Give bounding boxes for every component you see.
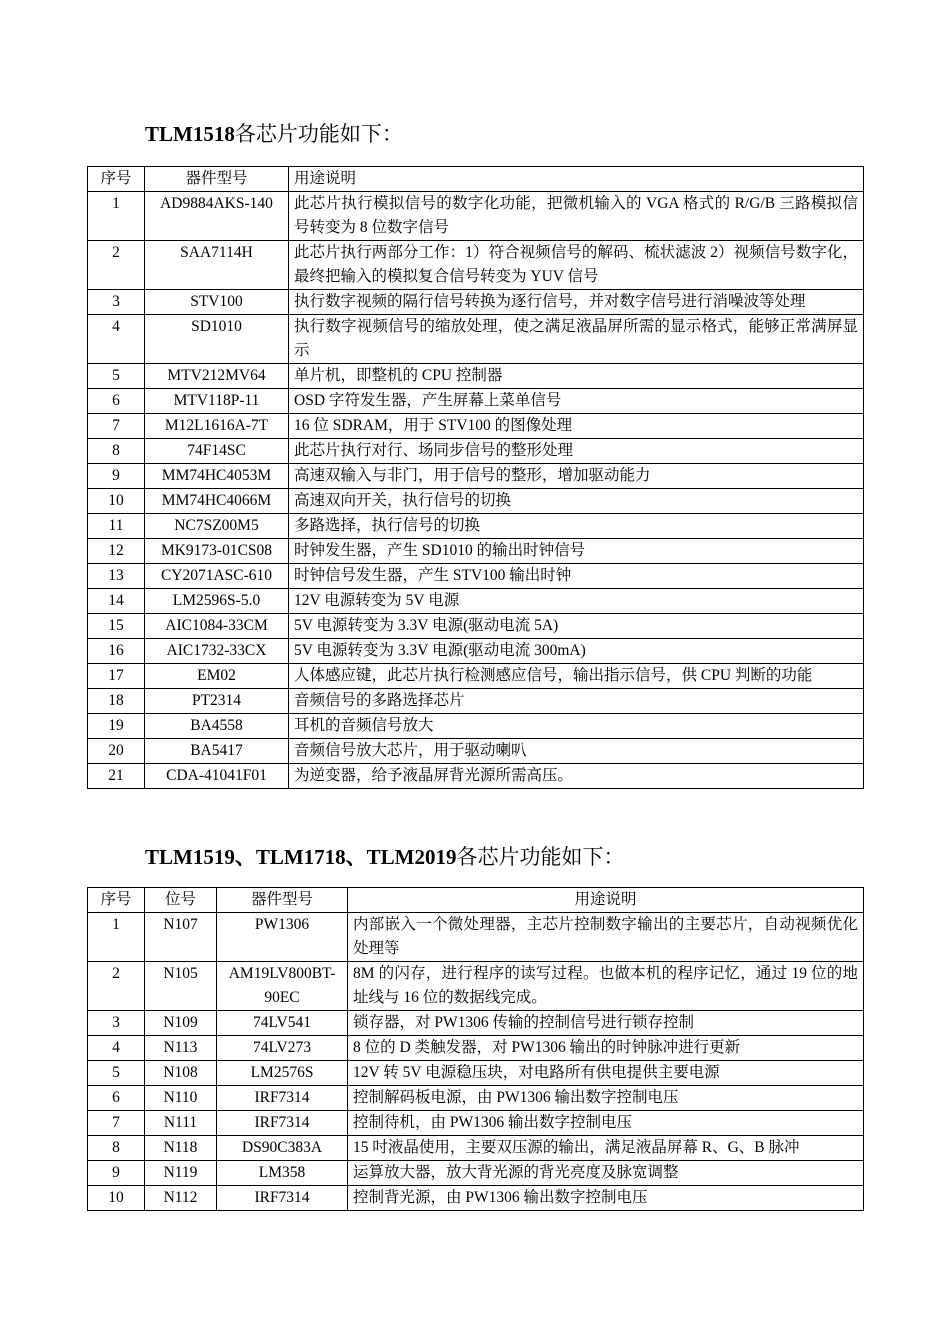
- cell-desc: 音频信号放大芯片，用于驱动喇叭: [289, 739, 864, 764]
- cell-desc: 时钟发生器，产生 SD1010 的输出时钟信号: [289, 539, 864, 564]
- section2-title-text: 各芯片功能如下：: [456, 845, 625, 869]
- cell-no: 5: [88, 1061, 145, 1086]
- cell-model: NC7SZ00M5: [145, 514, 289, 539]
- header-desc: 用途说明: [348, 888, 864, 913]
- cell-pos: N112: [145, 1186, 217, 1211]
- cell-no: 9: [88, 464, 145, 489]
- cell-model: IRF7314: [217, 1186, 348, 1211]
- cell-no: 9: [88, 1161, 145, 1186]
- cell-model: STV100: [145, 290, 289, 315]
- cell-no: 1: [88, 913, 145, 962]
- cell-model: IRF7314: [217, 1086, 348, 1111]
- cell-pos: N110: [145, 1086, 217, 1111]
- cell-desc: 8 位的 D 类触发器，对 PW1306 输出的时钟脉冲进行更新: [348, 1036, 864, 1061]
- cell-desc: 此芯片执行对行、场同步信号的整形处理: [289, 439, 864, 464]
- cell-model: PT2314: [145, 689, 289, 714]
- table-row: [88, 489, 864, 514]
- cell-desc: 此芯片执行模拟信号的数字化功能，把微机输入的 VGA 格式的 R/G/B 三路模拟信号转变为 8 位数字信号: [289, 192, 864, 241]
- header-pos: 位号: [145, 888, 217, 913]
- table-header-row: [88, 167, 864, 192]
- table-row: [88, 639, 864, 664]
- cell-desc: 5V 电源转变为 3.3V 电源(驱动电流 5A): [289, 614, 864, 639]
- cell-no: 5: [88, 364, 145, 389]
- section2-title-models: TLM1519、TLM1718、TLM2019: [145, 845, 457, 869]
- header-model: 器件型号: [217, 888, 348, 913]
- cell-desc: 人体感应键，此芯片执行检测感应信号，输出指示信号，供 CPU 判断的功能: [289, 664, 864, 689]
- cell-pos: N107: [145, 913, 217, 962]
- table-row: [88, 514, 864, 539]
- cell-desc: 执行数字视频信号的缩放处理，使之满足液晶屏所需的显示格式，能够正常满屏显示: [289, 315, 864, 364]
- cell-model: PW1306: [217, 913, 348, 962]
- cell-no: 12: [88, 539, 145, 564]
- cell-model: SD1010: [145, 315, 289, 364]
- cell-no: 6: [88, 389, 145, 414]
- section1-title-text: 各芯片功能如下：: [234, 122, 403, 146]
- cell-desc: 12V 电源转变为 5V 电源: [289, 589, 864, 614]
- cell-no: 7: [88, 1111, 145, 1136]
- table-row: [88, 1136, 864, 1161]
- cell-no: 3: [88, 290, 145, 315]
- table-row: [88, 962, 864, 1011]
- cell-desc: 控制待机，由 PW1306 输出数字控制电压: [348, 1111, 864, 1136]
- cell-no: 2: [88, 962, 145, 1011]
- cell-pos: N111: [145, 1111, 217, 1136]
- cell-no: 4: [88, 1036, 145, 1061]
- cell-no: 10: [88, 1186, 145, 1211]
- cell-desc: 高速双向开关，执行信号的切换: [289, 489, 864, 514]
- table-row: [88, 1011, 864, 1036]
- cell-no: 18: [88, 689, 145, 714]
- table-row: [88, 614, 864, 639]
- table-row: [88, 913, 864, 962]
- cell-pos: N105: [145, 962, 217, 1011]
- table-row: [88, 1061, 864, 1086]
- cell-no: 10: [88, 489, 145, 514]
- cell-model: MTV212MV64: [145, 364, 289, 389]
- cell-model: IRF7314: [217, 1111, 348, 1136]
- cell-desc: 16 位 SDRAM，用于 STV100 的图像处理: [289, 414, 864, 439]
- cell-model: AIC1732-33CX: [145, 639, 289, 664]
- table-row: [88, 739, 864, 764]
- cell-pos: N108: [145, 1061, 217, 1086]
- cell-desc: 控制解码板电源，由 PW1306 输出数字控制电压: [348, 1086, 864, 1111]
- cell-model: LM2576S: [217, 1061, 348, 1086]
- table-row: [88, 714, 864, 739]
- cell-model: MTV118P-11: [145, 389, 289, 414]
- section2-title: [145, 845, 625, 869]
- cell-model: BA4558: [145, 714, 289, 739]
- table-row: [88, 1111, 864, 1136]
- table-row: [88, 1086, 864, 1111]
- cell-desc: 锁存器，对 PW1306 传输的控制信号进行锁存控制: [348, 1011, 864, 1036]
- cell-pos: N113: [145, 1036, 217, 1061]
- cell-no: 8: [88, 1136, 145, 1161]
- table-row: [88, 1161, 864, 1186]
- table-row: [88, 1036, 864, 1061]
- table-row: [88, 464, 864, 489]
- cell-desc: 时钟信号发生器，产生 STV100 输出时钟: [289, 564, 864, 589]
- table-row: [88, 764, 864, 789]
- cell-model: AD9884AKS-140: [145, 192, 289, 241]
- cell-no: 15: [88, 614, 145, 639]
- header-model: 器件型号: [145, 167, 289, 192]
- cell-no: 6: [88, 1086, 145, 1111]
- table-row: [88, 589, 864, 614]
- section1-table-body: [88, 192, 864, 789]
- cell-no: 13: [88, 564, 145, 589]
- cell-no: 21: [88, 764, 145, 789]
- cell-desc: 耳机的音频信号放大: [289, 714, 864, 739]
- table-header-row: [88, 888, 864, 913]
- section1-title-model: TLM1518: [145, 122, 235, 146]
- cell-model: 74LV541: [217, 1011, 348, 1036]
- cell-no: 17: [88, 664, 145, 689]
- cell-model: AIC1084-33CM: [145, 614, 289, 639]
- cell-model: MM74HC4053M: [145, 464, 289, 489]
- cell-model: 74LV273: [217, 1036, 348, 1061]
- cell-model: BA5417: [145, 739, 289, 764]
- cell-desc: 15 吋液晶使用，主要双压源的输出，满足液晶屏幕 R、G、B 脉冲: [348, 1136, 864, 1161]
- table-row: [88, 439, 864, 464]
- cell-model: LM2596S-5.0: [145, 589, 289, 614]
- cell-desc: OSD 字符发生器，产生屏幕上菜单信号: [289, 389, 864, 414]
- cell-no: 2: [88, 241, 145, 290]
- table-row: [88, 564, 864, 589]
- cell-model: AM19LV800BT-90EC: [217, 962, 348, 1011]
- table-row: [88, 364, 864, 389]
- cell-no: 7: [88, 414, 145, 439]
- header-no: 序号: [88, 167, 145, 192]
- table-row: [88, 389, 864, 414]
- cell-desc: 执行数字视频的隔行信号转换为逐行信号，并对数字信号进行消噪波等处理: [289, 290, 864, 315]
- cell-model: 74F14SC: [145, 439, 289, 464]
- cell-no: 1: [88, 192, 145, 241]
- table-row: [88, 290, 864, 315]
- cell-no: 16: [88, 639, 145, 664]
- cell-pos: N109: [145, 1011, 217, 1036]
- section1-table: [87, 166, 864, 789]
- cell-desc: 控制背光源，由 PW1306 输出数字控制电压: [348, 1186, 864, 1211]
- cell-model: M12L1616A-7T: [145, 414, 289, 439]
- cell-no: 11: [88, 514, 145, 539]
- cell-desc: 为逆变器，给予液晶屏背光源所需高压。: [289, 764, 864, 789]
- cell-no: 14: [88, 589, 145, 614]
- header-desc: 用途说明: [289, 167, 864, 192]
- table-row: [88, 1186, 864, 1211]
- cell-no: 3: [88, 1011, 145, 1036]
- table-row: [88, 664, 864, 689]
- cell-model: LM358: [217, 1161, 348, 1186]
- cell-model: CY2071ASC-610: [145, 564, 289, 589]
- cell-desc: 音频信号的多路选择芯片: [289, 689, 864, 714]
- header-no: 序号: [88, 888, 145, 913]
- table-row: [88, 315, 864, 364]
- cell-no: 8: [88, 439, 145, 464]
- table-row: [88, 414, 864, 439]
- table-row: [88, 539, 864, 564]
- cell-model: DS90C383A: [217, 1136, 348, 1161]
- section2-table: [87, 887, 864, 1211]
- cell-desc: 12V 转 5V 电源稳压块，对电路所有供电提供主要电源: [348, 1061, 864, 1086]
- section1-title: [145, 122, 403, 146]
- cell-no: 19: [88, 714, 145, 739]
- cell-desc: 此芯片执行两部分工作：1）符合视频信号的解码、梳状滤波 2）视频信号数字化，最终把输入的模拟复合信号转变为 YUV 信号: [289, 241, 864, 290]
- table-row: [88, 192, 864, 241]
- cell-desc: 单片机，即整机的 CPU 控制器: [289, 364, 864, 389]
- cell-pos: N118: [145, 1136, 217, 1161]
- table-row: [88, 689, 864, 714]
- cell-desc: 内部嵌入一个微处理器，主芯片控制数字输出的主要芯片，自动视频优化处理等: [348, 913, 864, 962]
- cell-no: 20: [88, 739, 145, 764]
- cell-model: EM02: [145, 664, 289, 689]
- cell-desc: 高速双输入与非门，用于信号的整形，增加驱动能力: [289, 464, 864, 489]
- cell-no: 4: [88, 315, 145, 364]
- cell-desc: 8M 的闪存，进行程序的读写过程。也做本机的程序记忆，通过 19 位的地址线与 16 位的数据线完成。: [348, 962, 864, 1011]
- cell-model: MK9173-01CS08: [145, 539, 289, 564]
- cell-desc: 5V 电源转变为 3.3V 电源(驱动电流 300mA): [289, 639, 864, 664]
- table-row: [88, 241, 864, 290]
- cell-model: CDA-41041F01: [145, 764, 289, 789]
- cell-pos: N119: [145, 1161, 217, 1186]
- cell-model: MM74HC4066M: [145, 489, 289, 514]
- section2-table-body: [88, 913, 864, 1211]
- cell-desc: 多路选择，执行信号的切换: [289, 514, 864, 539]
- cell-model: SAA7114H: [145, 241, 289, 290]
- cell-desc: 运算放大器，放大背光源的背光亮度及脉宽调整: [348, 1161, 864, 1186]
